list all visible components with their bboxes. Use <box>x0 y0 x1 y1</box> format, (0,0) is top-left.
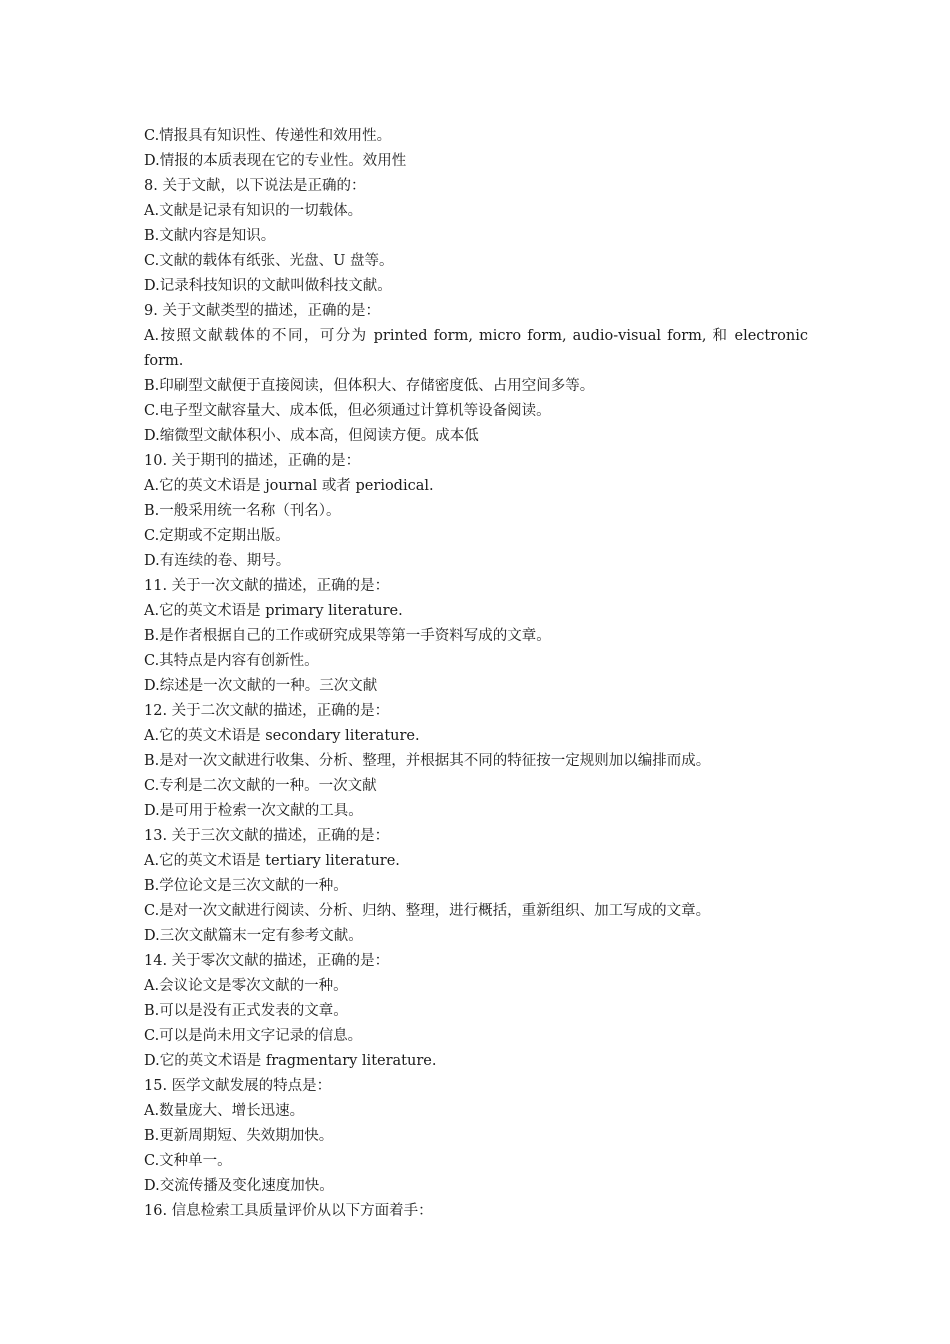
question-heading: 10. 关于期刊的描述，正确的是： <box>144 453 361 469</box>
question-heading: 15. 医学文献发展的特点是： <box>144 1078 332 1094</box>
text-line: B.是作者根据自己的工作或研究成果等第一手资料写成的文章。 <box>144 628 551 644</box>
text-line: C.其特点是内容有创新性。 <box>144 653 319 669</box>
text-line: C.文种单一。 <box>144 1153 232 1169</box>
question-heading: 12. 关于二次文献的描述，正确的是： <box>144 703 390 719</box>
text-line: A.文献是记录有知识的一切载体。 <box>144 203 363 219</box>
text-line: C.是对一次文献进行阅读、分析、归纳、整理，进行概括，重新组织、加工写成的文章。 <box>144 903 711 919</box>
text-line: A.它的英文术语是 secondary literature. <box>144 728 420 744</box>
text-line: D.有连续的卷、期号。 <box>144 553 291 569</box>
text-line: D.记录科技知识的文献叫做科技文献。 <box>144 278 392 294</box>
text-line: C.可以是尚未用文字记录的信息。 <box>144 1028 363 1044</box>
text-line: B.更新周期短、失效期加快。 <box>144 1128 334 1144</box>
text-line: D.三次文献篇末一定有参考文献。 <box>144 928 363 944</box>
text-line: D.它的英文术语是 fragmentary literature. <box>144 1053 437 1069</box>
text-line: D.缩微型文献体积小、成本高，但阅读方便。成本低 <box>144 428 479 444</box>
text-line: B.文献内容是知识。 <box>144 228 276 244</box>
question-heading: 11. 关于一次文献的描述，正确的是： <box>144 578 390 594</box>
question-heading: 14. 关于零次文献的描述，正确的是： <box>144 953 390 969</box>
text-line: B.是对一次文献进行收集、分析、整理，并根据其不同的特征按一定规则加以编排而成。 <box>144 753 711 769</box>
text-line: A.会议论文是零次文献的一种。 <box>144 978 348 994</box>
question-heading: 13. 关于三次文献的描述，正确的是： <box>144 828 390 844</box>
text-line: D.是可用于检索一次文献的工具。 <box>144 803 363 819</box>
text-line: C.文献的载体有纸张、光盘、U 盘等。 <box>144 253 394 269</box>
text-line: A.数量庞大、增长迅速。 <box>144 1103 305 1119</box>
question-heading: 9. 关于文献类型的描述，正确的是： <box>144 303 380 319</box>
document-body <box>144 124 808 1224</box>
text-line: B.印刷型文献便于直接阅读，但体积大、存储密度低、占用空间多等。 <box>144 378 595 394</box>
text-line: D.情报的本质表现在它的专业性。效用性 <box>144 153 407 169</box>
question-heading: 8. 关于文献，以下说法是正确的： <box>144 178 366 194</box>
text-line: D.交流传播及变化速度加快。 <box>144 1178 334 1194</box>
text-line: A.按照文献载体的不同，可分为 printed form, micro form, audio-visual form, 和 electronic form. <box>144 328 808 369</box>
question-heading: 16. 信息检索工具质量评价从以下方面着手： <box>144 1203 433 1219</box>
text-line: A.它的英文术语是 primary literature. <box>144 603 403 619</box>
text-line: C.定期或不定期出版。 <box>144 528 290 544</box>
text-line: C.电子型文献容量大、成本低，但必须通过计算机等设备阅读。 <box>144 403 551 419</box>
text-line: D.综述是一次文献的一种。三次文献 <box>144 678 378 694</box>
text-line: B.学位论文是三次文献的一种。 <box>144 878 348 894</box>
text-line: C.情报具有知识性、传递性和效用性。 <box>144 128 392 144</box>
text-line: A.它的英文术语是 tertiary literature. <box>144 853 400 869</box>
text-line: C.专利是二次文献的一种。一次文献 <box>144 778 377 794</box>
text-line: B.一般采用统一名称（刊名）。 <box>144 503 341 519</box>
text-line: A.它的英文术语是 journal 或者 periodical. <box>144 478 434 494</box>
text-line: B.可以是没有正式发表的文章。 <box>144 1003 348 1019</box>
